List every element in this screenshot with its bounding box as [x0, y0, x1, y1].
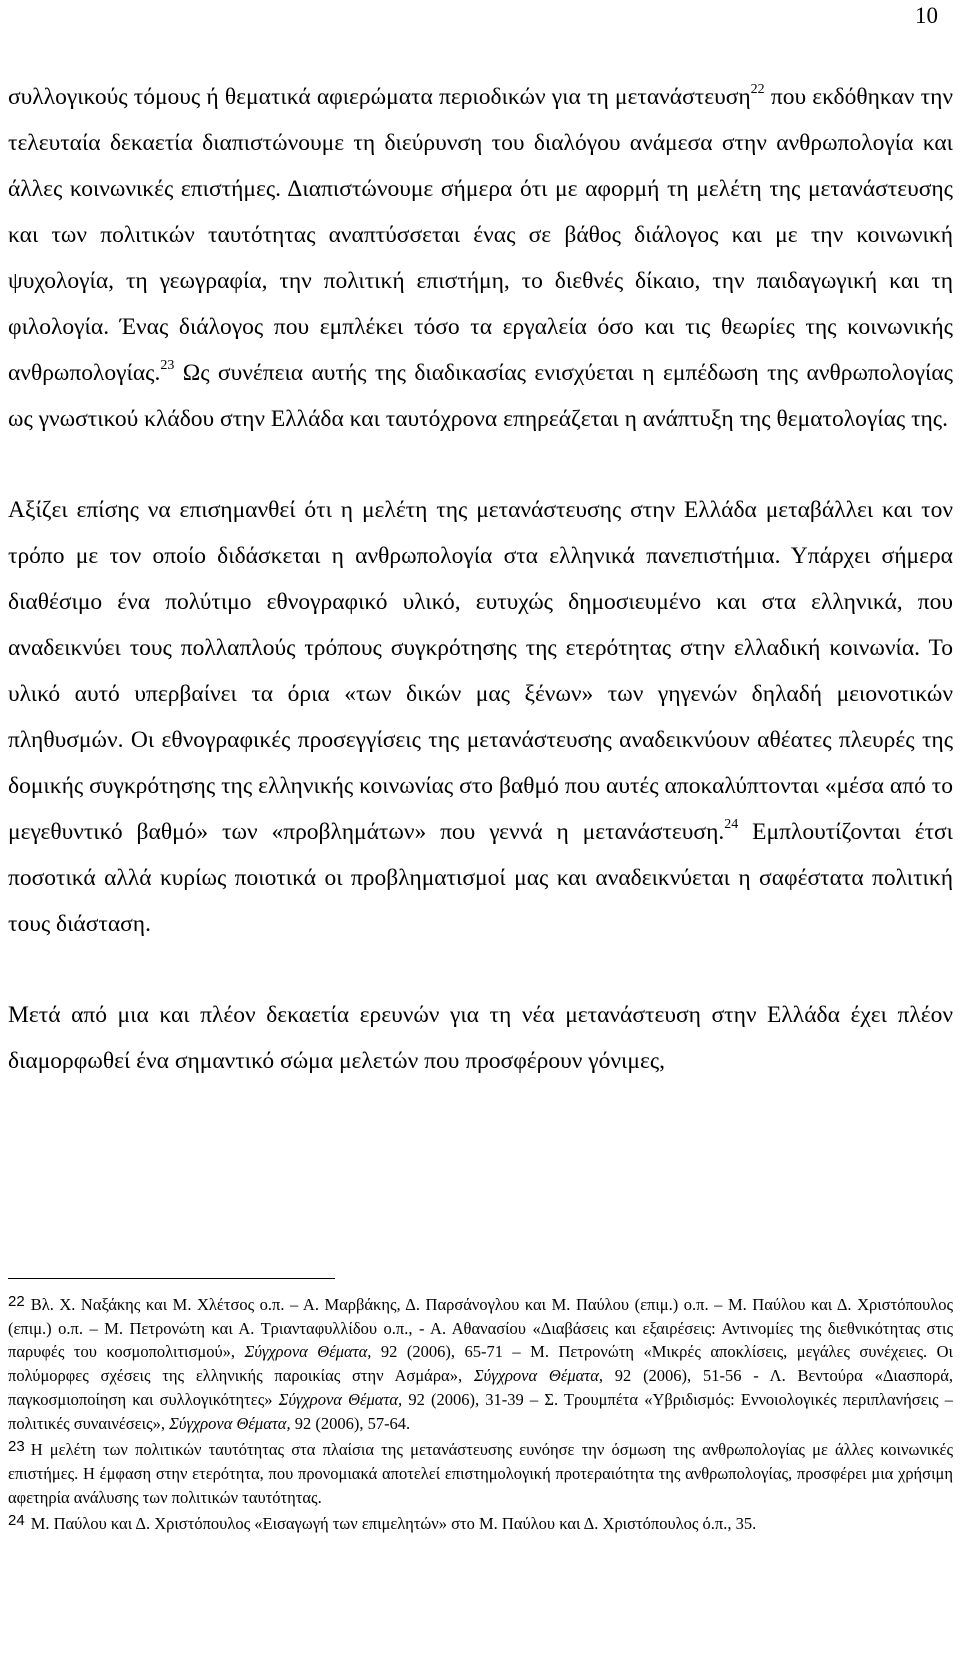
footnote-number: 23	[8, 1438, 25, 1456]
footnote-ref-23[interactable]: 23	[160, 358, 175, 374]
footnote-text: Βλ. Χ. Ναξάκης και Μ. Χλέτσος ο.π. – Α. Μαρβάκης, Δ. Παρσάνογλου και Μ. Παύλου (επιμ.) ο.π. – Μ. Παύλου και Δ. Χριστόπουλος (επιμ.) ο.π. – Μ. Πετρονώτη και Α. Τριανταφυλλίδου ο.π., - Α. Αθανασίου «Διαβάσεις και εξαιρέσεις: Αντινομίες της διεθνικότητας στις παρυφές του κοσμοπολιτισμού»,	[8, 1295, 953, 1362]
journal-title: Σύγχρονα Θέματα,	[169, 1413, 291, 1433]
paragraph-3	[8, 992, 953, 1084]
footnote-separator	[8, 1278, 335, 1279]
footnote-23	[8, 1435, 953, 1509]
footnote-ref-22[interactable]: 22	[750, 82, 765, 98]
footnote-text: 92 (2006), 57-64.	[290, 1413, 411, 1433]
paragraph-1	[8, 74, 953, 442]
paragraph-text: Αξίζει επίσης να επισημανθεί ότι η μελέτη της μετανάστευσης στην Ελλάδα μεταβάλλει και τον τρόπο με τον οποίο διδάσκεται η ανθρωπολογία στα ελληνικά πανεπιστήμια. Υπάρχει σήμερα διαθέσιμο ένα πολύτιμο εθνογραφικό υλικό, ευτυχώς δημοσιευμένο και στα ελληνικά, που αναδεικνύει τους πολλαπλούς τρόπους συγκρότησης της ετερότητας στην ελλαδική κοινωνία. Το υλικό αυτό υπερβαίνει τα όρια «των δικών μας ξένων» των γηγενών δηλαδή μειονοτικών πληθυσμών. Οι εθνογραφικές προσεγγίσεις της μετανάστευσης αναδεικνύουν αθέατες πλευρές της δομικής συγκρότησης της ελληνικής κοινωνίας στο βαθμό που αυτές αποκαλύπτονται «μέσα από το μεγεθυντικό βαθμό» των «προβλημάτων» που γεννά η μετανάστευση.	[8, 497, 953, 845]
footnotes	[8, 1290, 953, 1536]
paragraph-text: Μετά από μια και πλέον δεκαετία ερευνών για τη νέα μετανάστευση στην Ελλάδα έχει πλέον διαμορφωθεί ένα σημαντικό σώμα μελετών που προσφέρουν γόνιμες,	[8, 1002, 953, 1074]
paragraph-text: Εμπλουτίζονται έτσι ποσοτικά αλλά κυρίως ποιοτικά οι προβληματισμοί μας και αναδεικνύεται η σαφέστατα πολιτική τους διάσταση.	[8, 819, 953, 937]
footnote-text: Η μελέτη των πολιτικών ταυτότητας στα πλαίσια της μετανάστευσης ευνόησε την όσμωση της ανθρωπολογίας με άλλες κοινωνικές επιστήμες. Η έμφαση στην ετερότητα, που προνομιακά αποτελεί επιστημολογική προτεραιότητα της ανθρωπολογίας, προσφέρει μια χρήσιμη αφετηρία ανάλυσης των πολιτικών ταυτότητας.	[8, 1440, 953, 1507]
footnote-22	[8, 1290, 953, 1435]
body-text	[8, 74, 953, 1084]
footnote-24	[8, 1509, 953, 1536]
journal-title: Σύγχρονα Θέματα,	[244, 1342, 372, 1362]
footnote-text: Μ. Παύλου και Δ. Χριστόπουλος «Εισαγωγή των επιμελητών» στο Μ. Παύλου και Δ. Χριστόπουλος ό.π., 35.	[30, 1514, 757, 1534]
journal-title: Σύγχρονα Θέματα,	[278, 1389, 403, 1409]
footnote-text: 92 (2006), 51-56 - Λ. Βεντούρα «Διασπορά, παγκοσμιοποίηση και συλλογικότητες»	[8, 1366, 953, 1409]
footnote-number: 24	[8, 1512, 25, 1530]
paragraph-text: συλλογικούς τόμους ή θεματικά αφιερώματα περιοδικών για τη μετανάστευση	[8, 84, 751, 110]
footnote-text: 92 (2006), 65-71 – Μ. Πετρονώτη «Μικρές αποκλίσεις, μεγάλες συνέχειες. Οι πολύμορφες σχέσεις της ελληνικής παροικίας στην Ασμάρα»,	[8, 1342, 953, 1386]
footnote-number: 22	[8, 1293, 25, 1310]
page-number: 10	[915, 3, 938, 28]
paragraph-text: Ως συνέπεια αυτής της διαδικασίας ενισχύεται η εμπέδωση της ανθρωπολογίας ως γνωστικού κλάδου στην Ελλάδα και ταυτόχρονα επηρεάζεται η ανάπτυξη της θεματολογίας της.	[8, 360, 953, 432]
footnote-ref-24[interactable]: 24	[724, 817, 739, 833]
paragraph-2	[8, 487, 953, 947]
journal-title: Σύγχρονα Θέματα,	[473, 1366, 603, 1386]
paragraph-text: που εκδόθηκαν την τελευταία δεκαετία διαπιστώνουμε τη διεύρυνση του διαλόγου ανάμεσα στην ανθρωπολογία και άλλες κοινωνικές επιστήμες. Διαπιστώνουμε σήμερα ότι με αφορμή τη μελέτη της μετανάστευσης και των πολιτικών ταυτότητας αναπτύσσεται ένας σε βάθος διάλογος και με την κοινωνική ψυχολογία, τη γεωγραφία, την πολιτική επιστήμη, το διεθνές δίκαιο, την παιδαγωγική και τη φιλολογία. Ένας διάλογος που εμπλέκει τόσο τα εργαλεία όσο και τις θεωρίες της κοινωνικής ανθρωπολογίας.	[8, 84, 953, 386]
footnote-text: 92 (2006), 31-39 – Σ. Τρουμπέτα «Υβριδισμός: Εννοιολογικές περιπλανήσεις – πολιτικές συναινέσεις»,	[8, 1389, 953, 1433]
